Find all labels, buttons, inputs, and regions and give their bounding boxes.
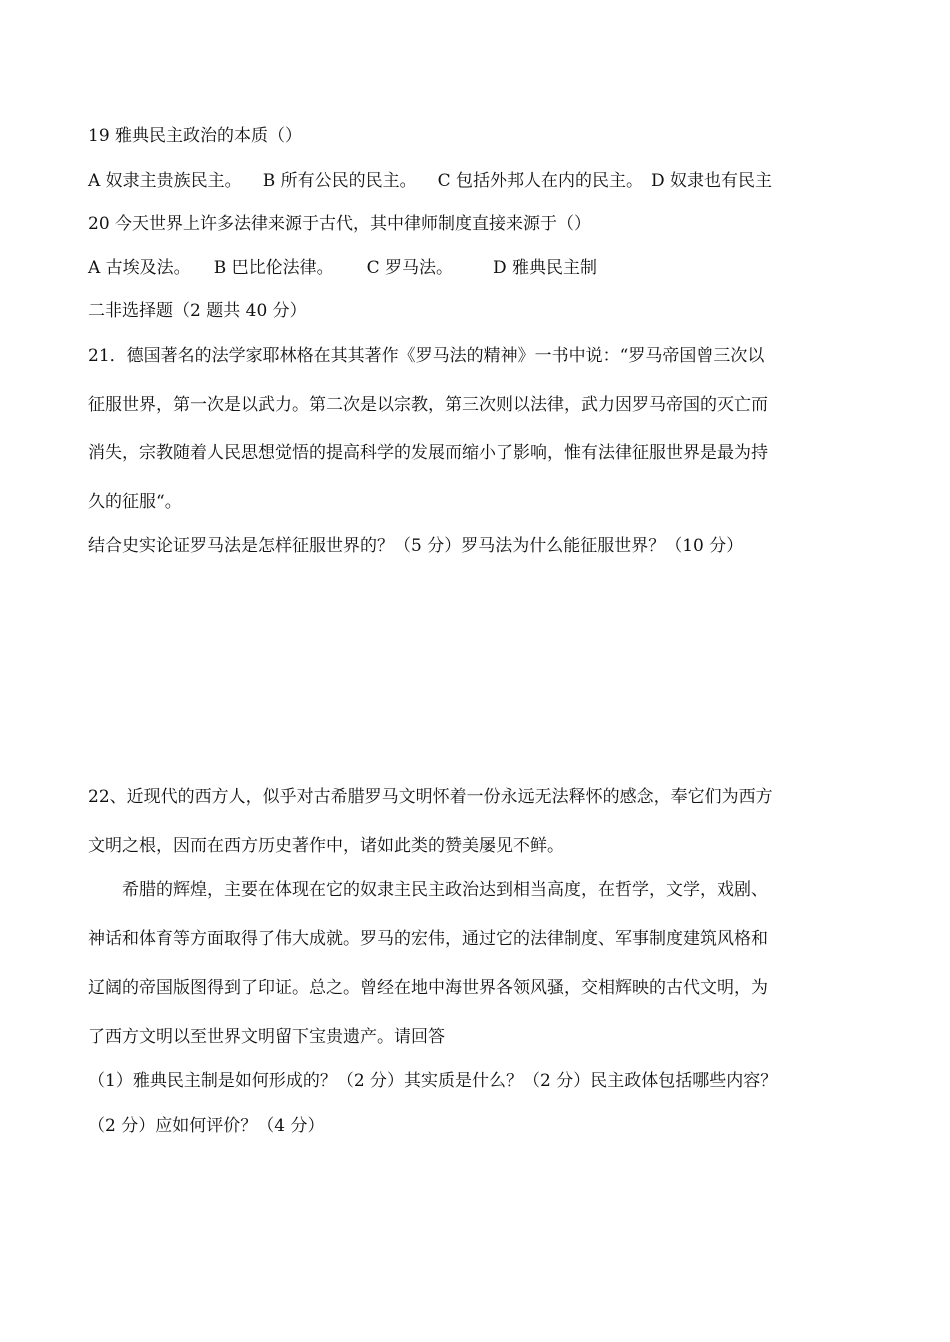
q22-sub-question-2: （2 分）应如何评价？（4 分）: [88, 1116, 325, 1136]
q21-line-2: 征服世界，第一次是以武力。第二次是以宗教，第三次则以法律，武力因罗马帝国的灭亡而: [88, 395, 768, 415]
q20-stem: 20 今天世界上许多法律来源于古代，其中律师制度直接来源于（）: [88, 214, 592, 234]
q22-line-6: 了西方文明以至世界文明留下宝贵遗产。请回答: [88, 1027, 445, 1047]
q19-stem: 19 雅典民主政治的本质（）: [88, 126, 303, 146]
q22-line-1: 22、近现代的西方人，似乎对古希腊罗马文明怀着一份永远无法释怀的感念，奉它们为西方: [88, 787, 773, 807]
q21-line-1: 21．德国著名的法学家耶林格在其其著作《罗马法的精神》一书中说：“罗马帝国曾三次以: [88, 346, 765, 366]
q21-question: 结合史实论证罗马法是怎样征服世界的？（5 分）罗马法为什么能征服世界？（10 分）: [88, 536, 744, 556]
q22-sub-question-1: （1）雅典民主制是如何形成的？（2 分）其实质是什么？（2 分）民主政体包括哪些内容？: [88, 1071, 778, 1091]
q19-option-b: B 所有公民的民主。: [262, 171, 417, 191]
q20-option-c: C 罗马法。: [366, 258, 454, 278]
q20-option-a: A 古埃及法。: [88, 258, 191, 278]
q19-option-c: C 包括外邦人在内的民主。: [437, 171, 644, 191]
q20-option-b: B 巴比伦法律。: [213, 258, 334, 278]
section-heading: 二非选择题（2 题共 40 分）: [88, 301, 307, 321]
q19-option-a: A 奴隶主贵族民主。: [88, 171, 242, 191]
q19-options: [88, 169, 772, 193]
q22-line-2: 文明之根，因而在西方历史著作中，诸如此类的赞美屡见不鲜。: [88, 836, 564, 856]
q20-option-d: D 雅典民主制: [493, 258, 598, 278]
q20-options: [88, 256, 597, 280]
q19-option-d: D 奴隶也有民主: [651, 171, 773, 191]
q22-line-3: 希腊的辉煌，主要在体现在它的奴隶主民主政治达到相当高度，在哲学，文学，戏剧、: [122, 880, 768, 900]
q21-line-3: 消失，宗教随着人民思想觉悟的提高科学的发展而缩小了影响，惟有法律征服世界是最为持: [88, 443, 768, 463]
q22-line-4: 神话和体育等方面取得了伟大成就。罗马的宏伟，通过它的法律制度、军事制度建筑风格和: [88, 929, 768, 949]
q21-line-4: 久的征服“。: [88, 492, 182, 512]
q22-line-5: 辽阔的帝国版图得到了印证。总之。曾经在地中海世界各领风骚，交相辉映的古代文明，为: [88, 978, 768, 998]
